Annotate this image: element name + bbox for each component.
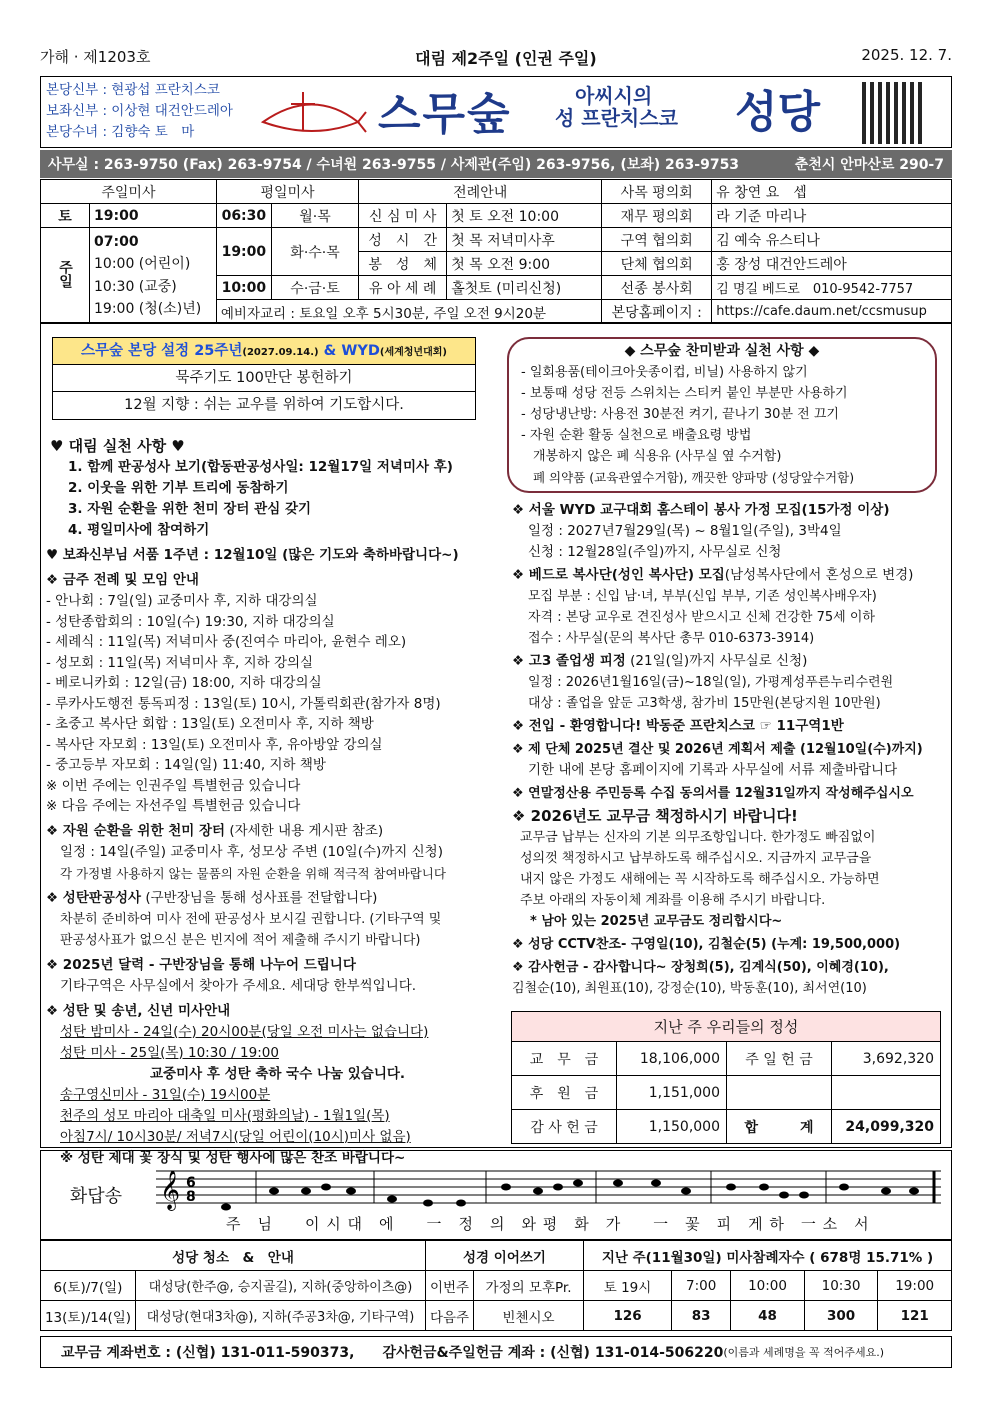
rite-name-3: 봉 성 체 bbox=[359, 252, 447, 276]
eco-item: 개봉하지 않은 폐 식용유 (사무실 옆 수거함) bbox=[533, 449, 782, 464]
bible-header: 성경 이어쓰기 bbox=[426, 1241, 584, 1271]
market-list bbox=[46, 842, 506, 884]
offering-label bbox=[727, 1076, 832, 1110]
advent-item: 2. 이웃을 위한 기부 트리에 동참하기 bbox=[68, 480, 289, 496]
market-item: 일정 : 14일(주일) 교중미사 후, 성모상 주변 (10일(수)까지 신청) bbox=[60, 843, 443, 860]
liturgy-item: - 중고등부 자모회 : 14일(일) 11:40, 지하 책방 bbox=[46, 757, 326, 773]
liturgy-item: - 안나회 : 7일(일) 교중미사 후, 지하 대강의실 bbox=[46, 593, 318, 609]
report-note: 기한 내에 본당 홈페이지에 기록과 사무실에 서류 제출바랍니다 bbox=[528, 762, 898, 778]
issue-date: 2025. 12. 7. bbox=[861, 46, 952, 64]
cleaning-area: 대성당(현대3차@), 지하(주공3차@, 기타구역) bbox=[136, 1301, 426, 1331]
assistant-anniversary: ♥ 보좌신부님 서품 1주년 : 12월10일 (많은 기도와 축하바랍니다~) bbox=[46, 547, 459, 563]
qr-code-icon[interactable] bbox=[862, 82, 924, 144]
council-val-4: 김 명길 베드로 010-9542-7757 bbox=[712, 276, 952, 300]
christmas-item: 송구영신미사 - 31일(수) 19시00분 bbox=[60, 1086, 271, 1103]
eco-item: - 보통때 성당 전등 스위치는 스티커 붙인 부분만 사용하기 bbox=[521, 386, 848, 401]
offering-label: 주 일 헌 금 bbox=[727, 1042, 832, 1076]
issue-number: 가해 · 제1203호 bbox=[40, 48, 151, 66]
christmas-item: 아침7시/ 10시30분/ 저녁7시(당일 어린이(10시)미사 없음) bbox=[60, 1128, 411, 1145]
liturgy-item: - 성모회 : 11일(목) 저녁미사 후, 지하 강의실 bbox=[46, 654, 314, 671]
cleaning-date: 6(토)/7(일) bbox=[41, 1271, 136, 1301]
wyd-title: ❖ 서울 WYD 교구대회 홈스테이 봉사 가정 모집(15가정 이상) bbox=[512, 502, 890, 518]
bible-week: 이번주 bbox=[426, 1271, 474, 1301]
christmas-item: 성탄 밤미사 - 24일(수) 20시00분(당일 오전 미사는 없습니다) bbox=[60, 1023, 429, 1040]
liturgy-item: - 복사단 자모회 : 13일(토) 오전미사 후, 유아방앞 강의실 bbox=[46, 736, 383, 753]
mass-time: 10:00 bbox=[731, 1271, 805, 1301]
eco-item: - 일회용품(테이크아웃종이컵, 비닐) 사용하지 않기 bbox=[521, 365, 808, 380]
dues-item: 주보 아래의 자동이체 계좌를 이용해 주시기 바랍니다. bbox=[520, 893, 826, 908]
account-note: (이름과 세례명을 꼭 적어주세요.) bbox=[723, 1346, 885, 1359]
sun-label: 주일 bbox=[41, 228, 90, 324]
advent-title: ♥ 대림 실천 사항 ♥ bbox=[50, 437, 185, 455]
rosary-line: 묵주기도 100만단 봉헌하기 bbox=[53, 365, 475, 392]
rite-val-2: 첫 목 저녁미사후 bbox=[447, 228, 602, 252]
altar-item: 접수 : 사무실(문의 복사단 총무 010-6373-3914) bbox=[528, 631, 815, 646]
attendance-count: 83 bbox=[672, 1301, 731, 1331]
advent-item: 1. 함께 판공성사 보기(합동판공성사일: 12월17일 저녁미사 후) bbox=[68, 459, 453, 475]
staff-list bbox=[46, 80, 233, 143]
council-head: 유 창연 요 셉 bbox=[712, 180, 952, 204]
dues-title: ❖ 2026년도 교무금 책정하시기 바랍니다! bbox=[512, 807, 798, 825]
council-val-2: 김 예숙 유스티나 bbox=[712, 228, 952, 252]
offering-total: 24,099,320 bbox=[832, 1110, 941, 1144]
retreat-item: 일정 : 2026년1월16일(금)~18일(일), 가평계성푸른누리수련원 bbox=[528, 675, 894, 690]
offering-label: 교 무 금 bbox=[512, 1042, 617, 1076]
mass-time: 10:30 bbox=[804, 1271, 878, 1301]
wk-time-1: 06:30 bbox=[216, 204, 271, 228]
sunday-title: 대림 제2주일 (인권 주일) bbox=[415, 49, 597, 68]
h-sunday: 주일미사 bbox=[41, 180, 217, 204]
council-name-1: 재무 평의회 bbox=[602, 204, 712, 228]
offering-value: 1,151,000 bbox=[617, 1076, 727, 1110]
cctv-note: ❖ 성당 CCTV찬조- 구영일(10), 김철순(5) (누계: 19,500,000) bbox=[512, 937, 901, 952]
left-column bbox=[46, 436, 506, 1169]
jubilee-title: 스무숲 본당 설정 25주년(2027.09.14.) & WYD(세계청년대회) bbox=[53, 338, 475, 365]
liturgy-item: - 루카사도행전 통독피정 : 13일(토) 10시, 가톨릭회관(참가자 8명) bbox=[46, 695, 441, 712]
brand-subtitle-1: 아씨시의 bbox=[575, 84, 653, 108]
sun-time-2: 10:00 (어린이) bbox=[94, 256, 191, 272]
christmas-item: 성탄 미사 - 25일(목) 10:30 / 19:00 bbox=[60, 1044, 279, 1061]
pastor: 본당신부 : 현광섭 프란치스코 bbox=[46, 82, 220, 98]
fish-cross-emblem-icon bbox=[258, 82, 368, 142]
contact-address: 춘천시 안마산로 290-7 bbox=[794, 157, 944, 173]
rite-val-4: 홀첫토 (미리신청) bbox=[447, 276, 602, 300]
cleaning-attendance-table bbox=[40, 1240, 952, 1331]
homepage-link[interactable]: https://cafe.daum.net/ccsmusup bbox=[712, 300, 952, 324]
wyd-item: 신청 : 12월28일(주일)까지, 사무실로 신청 bbox=[528, 544, 782, 560]
liturgy-item: - 초중고 복사단 회합 : 13일(토) 오전미사 후, 지하 책방 bbox=[46, 716, 374, 732]
advent-item: 3. 자원 순환을 위한 천미 장터 관심 갖기 bbox=[68, 501, 312, 517]
homepage-label: 본당홈페이지 : bbox=[602, 300, 712, 324]
council-name-3: 단체 협의회 bbox=[602, 252, 712, 276]
cleaning-area: 대성당(한주@, 승지골길), 지하(중앙하이츠@) bbox=[136, 1271, 426, 1301]
dues-item: 성의껏 책정하시고 납부하도록 해주십시오. 지금까지 교무금을 bbox=[520, 851, 872, 866]
christmas-list bbox=[46, 1022, 506, 1169]
council-val-3: 홍 장성 대건안드레아 bbox=[712, 252, 952, 276]
altar-title: ❖ 베드로 복사단(성인 복사단) 모집(남성복사단에서 혼성으로 변경) bbox=[512, 567, 914, 583]
rite-name-1: 신 심 미 사 bbox=[359, 204, 447, 228]
wk-day-3: 수·금·토 bbox=[271, 276, 358, 300]
advent-item: 4. 평일미사에 참여하기 bbox=[68, 522, 210, 538]
sun-time-3: 10:30 (교중) bbox=[94, 278, 177, 295]
eco-box bbox=[507, 337, 937, 493]
offering-label: 감 사 헌 금 bbox=[512, 1110, 617, 1144]
monthly-intention: 12월 지향 : 쉬는 교우를 위하여 기도합시다. bbox=[124, 397, 404, 413]
sun-time-4: 19:00 (청(소)년) bbox=[94, 301, 202, 317]
confession-item: 차분히 준비하여 미사 전에 판공성사 보시길 권합니다. (기타구역 및 bbox=[60, 911, 442, 927]
music-staff-icon bbox=[156, 1157, 946, 1217]
liturgy-item: - 베로니카회 : 12일(금) 18:00, 지하 대강의실 bbox=[46, 675, 322, 691]
wk-day-1: 월·목 bbox=[271, 204, 358, 228]
brand-name: 스무숲 bbox=[378, 89, 512, 140]
altar-item: 모집 부분 : 신입 남·녀, 부부(신입 부부, 기존 성인복사배우자) bbox=[528, 589, 877, 604]
dues-item: 내지 않은 가정도 새해에는 꼭 시작하도록 해주십시오. 가능하면 bbox=[520, 872, 880, 887]
brand-church: 성당 bbox=[735, 87, 821, 138]
eco-item: - 자원 순환 활동 실천으로 배출요령 방법 bbox=[521, 428, 752, 443]
council-val-1: 라 기준 마리나 bbox=[712, 204, 952, 228]
offering-value: 3,692,320 bbox=[832, 1042, 941, 1076]
offering-label: 후 원 금 bbox=[512, 1076, 617, 1110]
liturgy-item: ※ 다음 주에는 자선주일 특별헌금 있습니다 bbox=[46, 798, 301, 814]
attendance-count: 300 bbox=[804, 1301, 878, 1331]
council-name-4: 선종 봉사회 bbox=[602, 276, 712, 300]
h-rites: 전례안내 bbox=[359, 180, 602, 204]
rite-val-3: 첫 목 오전 9:00 bbox=[447, 252, 602, 276]
eco-item: 폐 의약품 (교육관옆수거함), 깨끗한 양파망 (성당앞수거함) bbox=[533, 470, 855, 485]
liturgy-item: - 세례식 : 11일(목) 저녁미사 중(진여수 마리아, 윤현수 레오) bbox=[46, 634, 407, 650]
mass-time: 7:00 bbox=[672, 1271, 731, 1301]
svg-text:8: 8 bbox=[186, 1189, 196, 1205]
altar-list bbox=[512, 586, 948, 649]
offering-title: 지난 주 우리들의 정성 bbox=[512, 1012, 941, 1042]
retreat-list bbox=[512, 672, 948, 714]
sun-times bbox=[90, 228, 217, 324]
mass-time: 19:00 bbox=[878, 1271, 952, 1301]
confession-title: ❖ 성탄판공성사 (구반장님을 통해 성사표를 전달합니다) bbox=[46, 889, 378, 906]
retreat-title: ❖ 고3 졸업생 피정 (21일(일)까지 사무실로 신청) bbox=[512, 653, 808, 669]
bible-group: 가정의 모후Pr. bbox=[474, 1271, 584, 1301]
wyd-item: 일정 : 2027년7월29일(목) ~ 8월1일(주일), 3박4일 bbox=[528, 523, 842, 539]
christmas-item: ※ 성탄 제대 꽃 장식 및 성탄 행사에 많은 찬조 바랍니다~ bbox=[60, 1149, 406, 1166]
liturgy-item: ※ 이번 주에는 인권주일 특별헌금 있습니다 bbox=[46, 777, 301, 794]
market-item: 각 가정별 사용하지 않는 물품의 자원 순환을 위해 적극적 참여바랍니다 bbox=[60, 865, 446, 881]
liturgy-title: ❖ 금주 전례 및 모임 안내 bbox=[46, 572, 199, 588]
mass-time: 토 19시 bbox=[584, 1271, 672, 1301]
attendance-header: 지난 주(11월30일) 미사참례자수 ( 678명 15.71% ) bbox=[584, 1241, 952, 1271]
dues-item: * 남아 있는 2025년 교무금도 정리합시다~ bbox=[530, 914, 783, 929]
altar-item: 자격 : 본당 교우로 견진성사 받으시고 신체 건강한 75세 이하 bbox=[528, 610, 875, 625]
svg-text:𝄞: 𝄞 bbox=[160, 1170, 181, 1210]
eco-item: - 성당냉난방: 사용전 30분전 켜기, 끝나기 30분 전 끄기 bbox=[521, 407, 839, 422]
rite-name-2: 성 시 간 bbox=[359, 228, 447, 252]
account-numbers: 교무금 계좌번호 : (신협) 131-011-590373, 감사헌금&주일헌금 계좌 : (신협) 131-014-506220 bbox=[61, 1345, 724, 1361]
contact-phones: 사무실 : 263-9750 (Fax) 263-9754 / 수녀원 263-9755 / 사제관(주임) 263-9756, (보좌) 263-9753 bbox=[48, 157, 740, 173]
wyd-list bbox=[512, 521, 948, 563]
council-name-2: 구역 협의회 bbox=[602, 228, 712, 252]
wk-time-2: 19:00 bbox=[216, 228, 271, 276]
calendar-note: 기타구역은 사무실에서 찾아가 주세요. 세대당 한부씩입니다. bbox=[60, 977, 417, 994]
confession-list bbox=[46, 909, 506, 951]
offering-value: 18,106,000 bbox=[617, 1042, 727, 1076]
offering-total-label: 합 계 bbox=[727, 1110, 832, 1144]
christmas-item: 천주의 성모 마리아 대축일 미사(평화의날) - 1월1일(목) bbox=[60, 1107, 390, 1124]
thanks-list bbox=[512, 957, 948, 999]
brand-subtitle bbox=[555, 85, 678, 129]
calendar-title: ❖ 2025년 달력 - 구반장님을 통해 나누어 드립니다 bbox=[46, 956, 356, 973]
assistant-priest: 보좌신부 : 이상현 대건안드레아 bbox=[46, 103, 233, 119]
psalm-response bbox=[40, 1150, 952, 1240]
schedule-table bbox=[40, 179, 952, 324]
cleaning-header: 성당 청소 & 안내 bbox=[41, 1241, 426, 1271]
sister: 본당수녀 : 김향숙 토 마 bbox=[46, 124, 195, 140]
christmas-item: 교중미사 후 성탄 축하 국수 나눔 있습니다. bbox=[150, 1065, 406, 1082]
masthead-line bbox=[40, 46, 952, 69]
psalm-label: 화답송 bbox=[69, 1186, 123, 1207]
market-title: ❖ 자원 순환을 위한 천미 장터 (자세한 내용 게시판 참조) bbox=[46, 822, 384, 839]
dues-list bbox=[512, 827, 948, 932]
confession-item: 판공성사표가 없으신 분은 빈지에 적어 제출해 주시기 바랍니다) bbox=[60, 932, 421, 948]
brand-subtitle-2: 성 프란치스코 bbox=[555, 106, 678, 130]
rite-name-4: 유 아 세 례 bbox=[359, 276, 447, 300]
attendance-count: 121 bbox=[878, 1301, 952, 1331]
h-council: 사목 평의회 bbox=[602, 180, 712, 204]
sat-label: 토 bbox=[41, 204, 90, 228]
rite-val-1: 첫 토 오전 10:00 bbox=[447, 204, 602, 228]
sat-time: 19:00 bbox=[90, 204, 217, 228]
offering-table bbox=[511, 1011, 941, 1144]
psalm-lyrics: 주 님 이 시 대 에 一 정 의 와 평 화 가 一 꽃 피 게 하 一 소 서 bbox=[226, 1215, 870, 1233]
liturgy-item: - 성탄종합회의 : 10일(수) 19:30, 지하 대강의실 bbox=[46, 613, 335, 630]
dues-item: 교무금 납부는 신자의 기본 의무조항입니다. 한가정도 빠짐없이 bbox=[520, 830, 876, 845]
attendance-count: 126 bbox=[584, 1301, 672, 1331]
svg-text:6: 6 bbox=[186, 1175, 196, 1191]
offering-value: 1,150,000 bbox=[617, 1110, 727, 1144]
bank-accounts bbox=[40, 1336, 952, 1368]
advent-items bbox=[46, 457, 506, 541]
christmas-title: ❖ 성탄 및 송년, 신년 미사안내 bbox=[46, 1002, 231, 1019]
thanks-item: ❖ 감사헌금 - 감사합니다~ 장청희(5), 김계식(50), 이혜경(10), bbox=[512, 960, 889, 975]
welcome-note: ❖ 전입 - 환영합니다! 박동준 프란치스코 ☞ 11구역1반 bbox=[512, 718, 844, 734]
bible-week: 다음주 bbox=[426, 1301, 474, 1331]
report-title: ❖ 제 단체 2025년 결산 및 2026년 계획서 제출 (12월10일(수)까지) bbox=[512, 742, 923, 757]
wk-time-3: 10:00 bbox=[216, 276, 271, 300]
cleaning-date: 13(토)/14(일) bbox=[41, 1301, 136, 1331]
tax-note: ❖ 연말정산용 주민등록 수집 동의서를 12월31일까지 작성해주십시오 bbox=[512, 786, 914, 801]
wk-day-2: 화·수·목 bbox=[271, 228, 358, 276]
thanks-item: 김철순(10), 최원표(10), 강정순(10), 박동훈(10), 최서연(10) bbox=[512, 981, 867, 996]
h-weekday: 평일미사 bbox=[216, 180, 358, 204]
liturgy-list bbox=[46, 591, 506, 817]
sun-time-1: 07:00 bbox=[94, 233, 139, 250]
right-column bbox=[512, 500, 948, 999]
catechism: 예비자교리 : 토요일 오후 5시30분, 주일 오전 9시20분 bbox=[216, 300, 601, 324]
eco-title: ◆ 스무숲 찬미받과 실천 사항 ◆ bbox=[624, 343, 820, 359]
attendance-count: 48 bbox=[731, 1301, 805, 1331]
bible-group: 빈첸시오 bbox=[474, 1301, 584, 1331]
jubilee-box bbox=[52, 337, 476, 420]
retreat-item: 대상 : 졸업을 앞둔 고3학생, 참가비 15만원(본당지원 10만원) bbox=[528, 696, 881, 711]
contact-bar bbox=[40, 150, 952, 178]
offering-value bbox=[832, 1076, 941, 1110]
